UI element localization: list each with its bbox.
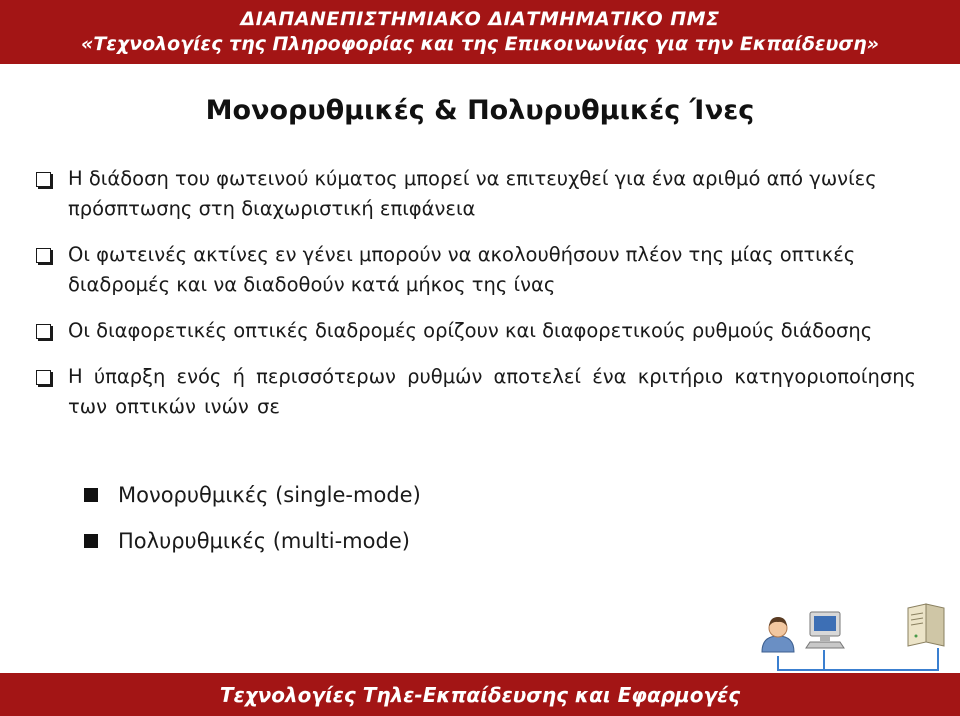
bullet-item <box>36 240 916 300</box>
bullet-text: Η ύπαρξη ενός ή περισσότερων ρυθμών αποτελεί ένα κριτήριο κατηγοριοποίησης των οπτικών ινών σε <box>68 365 916 418</box>
server-icon <box>908 604 944 646</box>
sub-bullet-item <box>84 526 684 556</box>
bullet-item <box>36 362 916 422</box>
checkbox-bullet-icon <box>36 324 51 339</box>
bullet-item <box>36 316 916 346</box>
bullet-text: Η διάδοση του φωτεινού κύματος μπορεί να επιτευχθεί για ένα αριθμό από γωνίες πρόσπτωσης στη διαχωριστική επιφάνεια <box>68 167 877 220</box>
user-icon <box>762 617 794 652</box>
bullet-text: Οι διαφορετικές οπτικές διαδρομές ορίζουν και διαφορετικούς ρυθμούς διάδοσης <box>68 319 873 342</box>
sub-bullet-list <box>84 480 684 556</box>
desktop-computer-icon <box>806 612 844 648</box>
bullet-item <box>36 164 916 224</box>
checkbox-bullet-icon <box>36 248 51 263</box>
sub-bullet-text: Πολυρυθμικές (multi-mode) <box>118 529 410 553</box>
program-title: ΔΙΑΠΑΝΕΠΙΣΤΗΜΙΑΚΟ ΔΙΑΤΜΗΜΑΤΙΚΟ ΠΜΣ <box>240 8 720 30</box>
sub-bullet-text: Μονορυθμικές (single-mode) <box>118 483 421 507</box>
bullet-text: Οι φωτεινές ακτίνες εν γένει μπορούν να ακολουθήσουν πλέον της μίας οπτικές διαδρομές και να διαδοθούν κατά μήκος της ίνας <box>68 243 856 296</box>
program-subtitle: «Τεχνολογίες της Πληροφορίας και της Επικοινωνίας για την Εκπαίδευση» <box>80 33 879 55</box>
square-bullet-icon <box>84 534 98 548</box>
network-line <box>778 648 938 670</box>
footer-bar <box>0 673 960 716</box>
network-graphic <box>756 598 946 674</box>
bullet-list <box>36 164 916 422</box>
checkbox-bullet-icon <box>36 172 51 187</box>
checkbox-bullet-icon <box>36 370 51 385</box>
slide-title: Μονορυθμικές & Πολυρυθμικές Ίνες <box>205 95 755 126</box>
header-bar <box>0 0 960 64</box>
sub-bullet-item <box>84 480 684 510</box>
square-bullet-icon <box>84 488 98 502</box>
course-title: Τεχνολογίες Τηλε-Εκπαίδευσης και Εφαρμογές <box>219 682 741 707</box>
